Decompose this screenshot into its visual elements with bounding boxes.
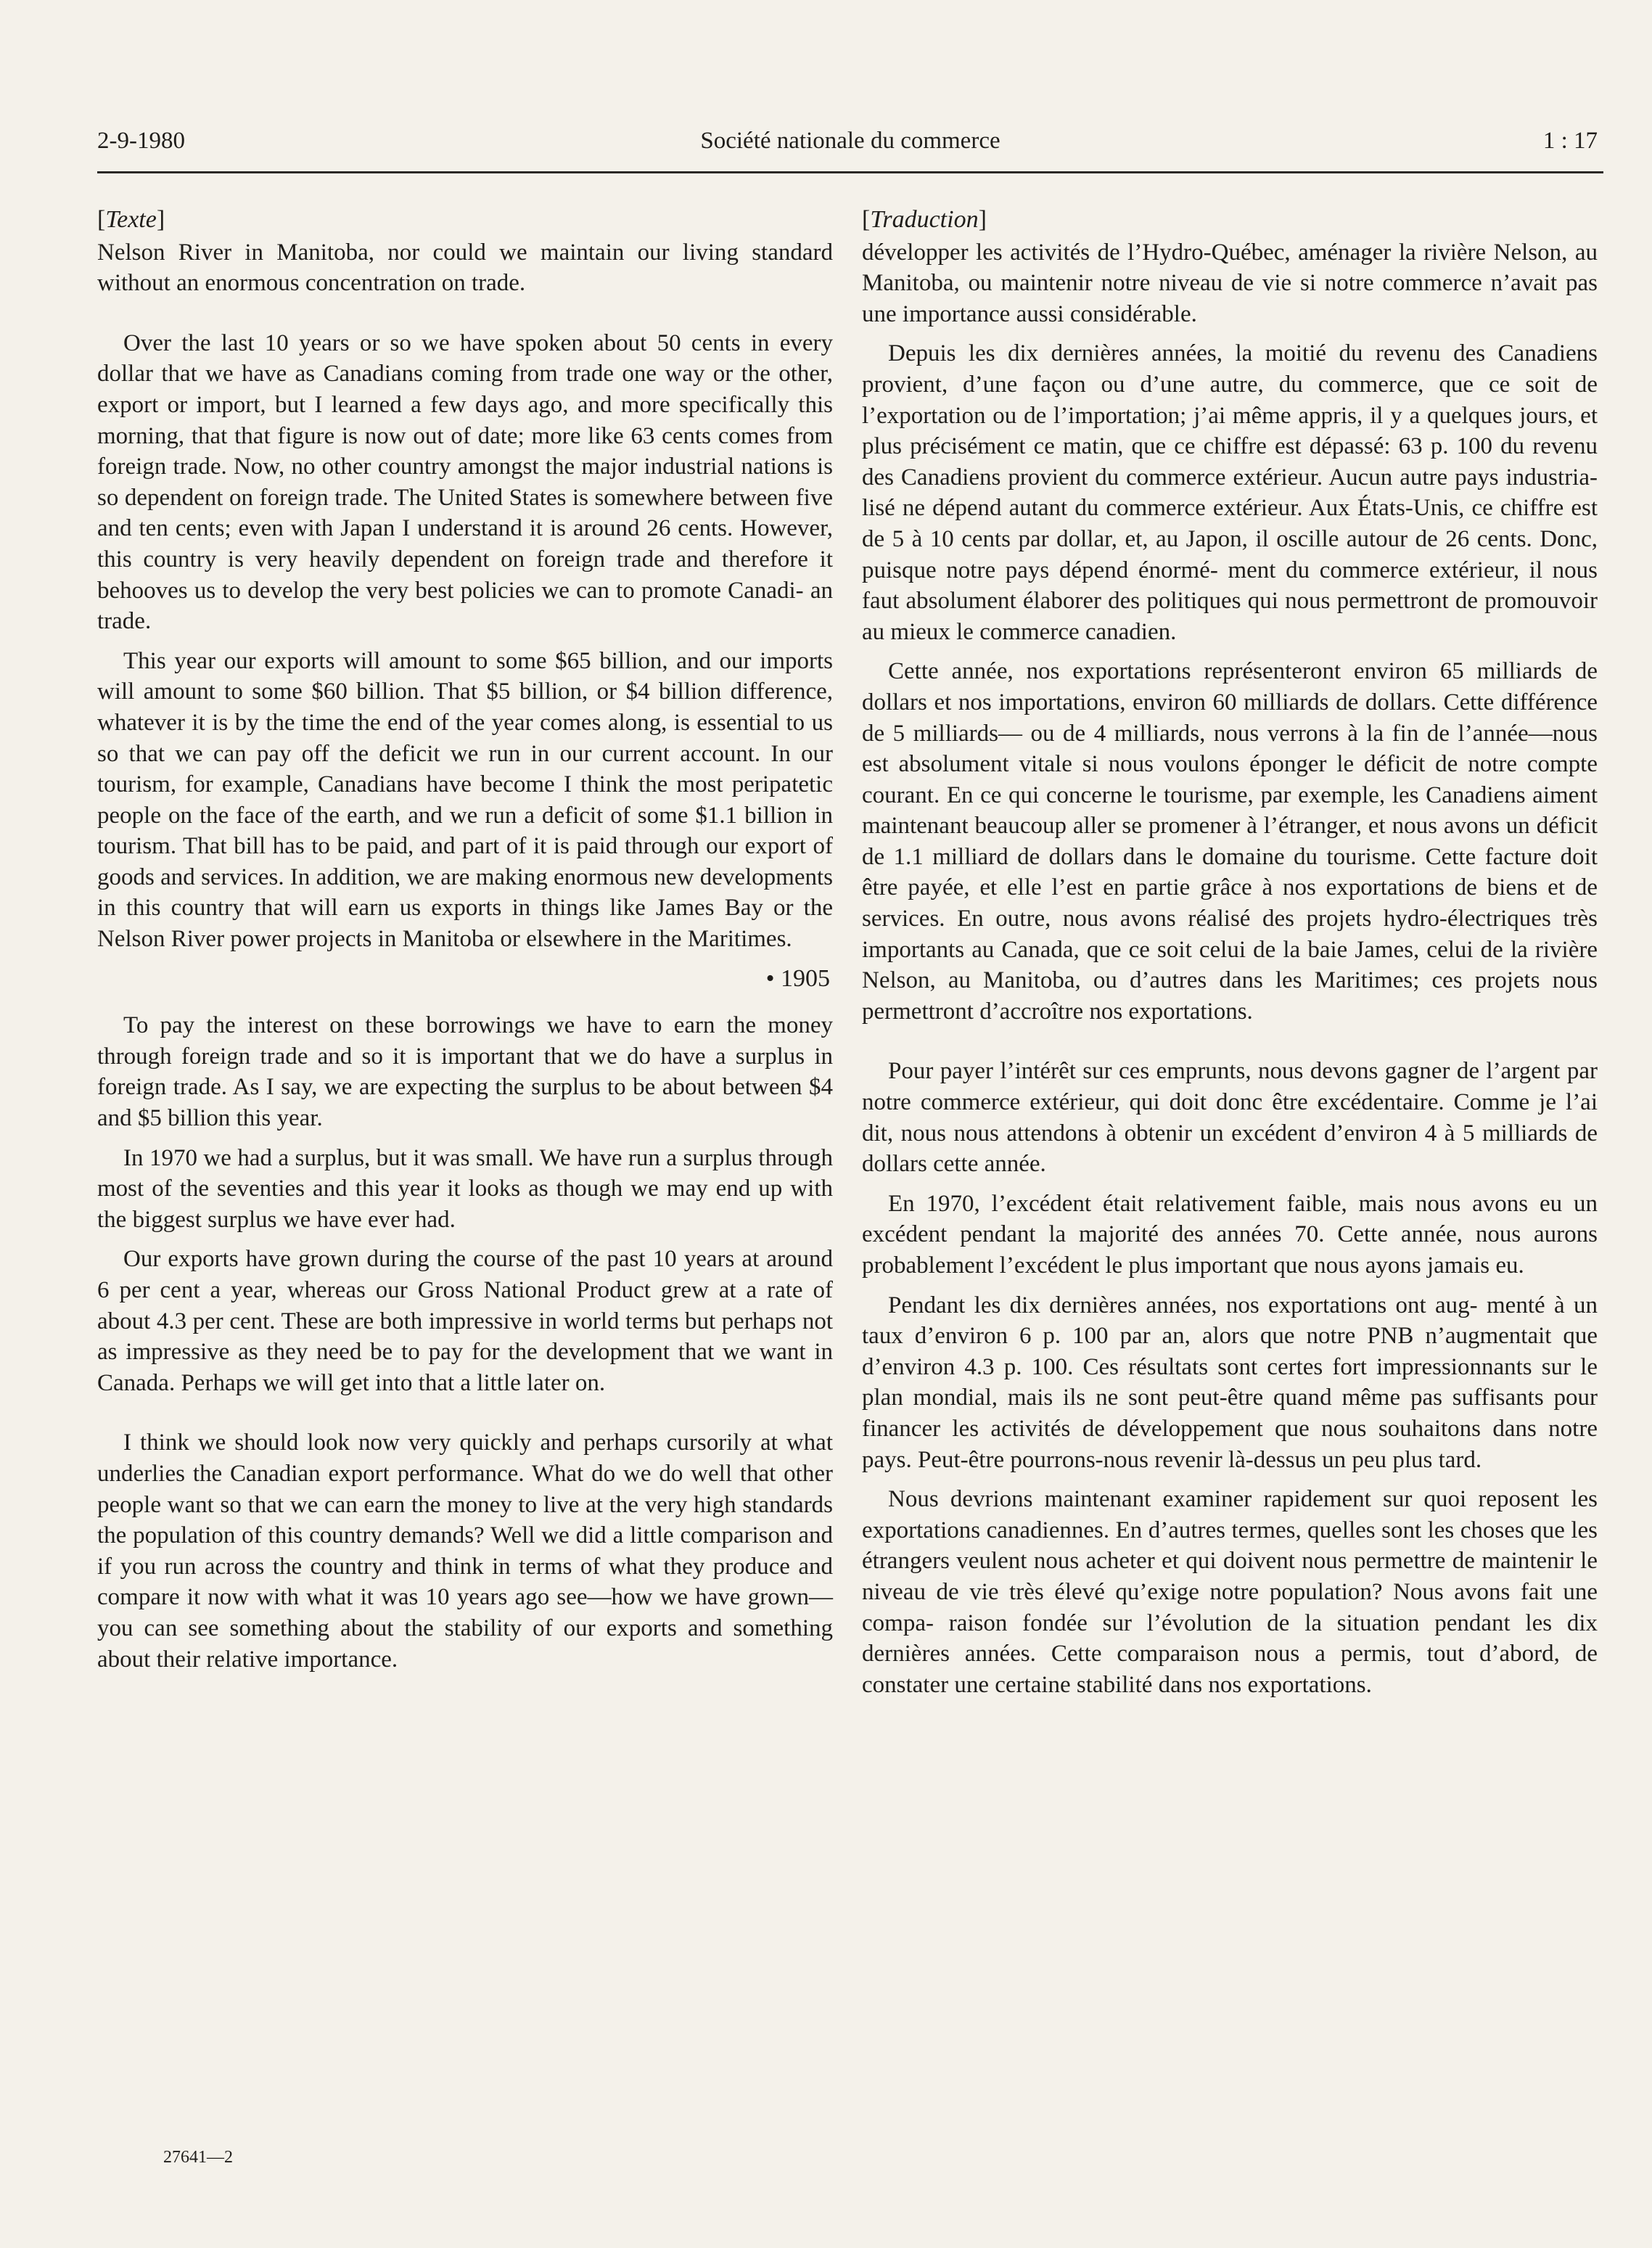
header-date: 2-9-1980 (97, 128, 185, 154)
paragraph: Depuis les dix dernières années, la moitié du revenu des Canadiens provient, d’une façon ou d’une autre, du commerce, que ce soit de l’exportation ou de l’importation; j’ai même appris, il y a quelques jours, et plus précisément ce matin, que ce chiffre est dépassé: 63 p. 100 du revenu des Canadiens provient du commerce extérieur. Aucun autre pays industria- lisé ne dépend autant du commerce extérieur. Aux États-Unis, ce chiffre est de 5 à 10 cents par dollar, et, au Japon, il oscille autour de 26 cents. Donc, puisque notre pays dépend énormé- ment du commerce extérieur, il nous faut absolument élaborer des politiques qui nous permettront de promouvoir au mieux le commerce canadien. (862, 340, 1598, 645)
header-page-number: 1 : 17 (1542, 128, 1598, 154)
translation-tag-label: Traduction (870, 206, 979, 233)
paragraph: Nelson River in Manitoba, nor could we maintain our living standard without an enormous concentration on trade. (97, 239, 833, 297)
paragraph: I think we should look now very quickly and perhaps cursorily at what underlies the Canadian export performance. What do we do well that other people want so that we can earn the money to live at the very high standards the population of this country demands? Well we did a little comparison and if you run across the country and think in terms of what they produce and compare it now with what it was 10 years ago see—how we have grown—you can see something about the stability of our exports and something about their relative importance. (97, 1429, 833, 1673)
page-header (97, 126, 1603, 173)
paragraph: Over the last 10 years or so we have spoken about 50 cents in every dollar that we have as Canadians coming from trade one way or the other, export or import, but I learned a few days ago, and more specifically this morning, that that figure is now out of date; more like 63 cents comes from foreign trade. Now, no other country amongst the major industrial nations is so dependent on foreign trade. The United States is somewhere between five and ten cents; even with Japan I understand it is around 26 cents. However, this country is very heavily dependent on foreign trade and therefore it behooves us to develop the very best policies we can to promote Canadi- an trade. (97, 329, 833, 635)
paragraph: In 1970 we had a surplus, but it was small. We have run a surplus through most of the seventies and this year it looks as though we may end up with the biggest surplus we have ever had. (97, 1144, 833, 1233)
paragraph: Cette année, nos exportations représenteront environ 65 milliards de dollars et nos importations, environ 60 milliards de dollars. Cette différence de 5 milliards— ou de 4 milliards, nous verrons à la fin de l’année—nous est absolument vitale si nous voulons éponger le déficit de notre compte courant. En ce qui concerne le tourisme, par exemple, les Canadiens aiment maintenant beaucoup aller se promener à l’étranger, et nous avons un déficit de 1.1 milliard de dollars dans le domaine du tourisme. Cette facture doit être payée, et elle l’est en partie grâce à nos exportations de biens et de services. En outre, nous avons réalisé des projets hydro-électriques très importants au Canada, que ce soit celui de la baie James, celui de la rivière Nelson, au Manitoba, ou d’autres dans les Maritimes; ces projets nous permettront d’accroître nos exportations. (862, 658, 1598, 1025)
paragraph: Pour payer l’intérêt sur ces emprunts, nous devons gagner de l’argent par notre commerce extérieur, qui doit donc être excédentaire. Comme je l’ai dit, nous nous attendons à obtenir un excédent d’environ 4 à 5 milliards de dollars cette année. (862, 1058, 1598, 1178)
french-column (862, 205, 1598, 1709)
text-tag-label: Texte (105, 206, 157, 233)
paragraph: développer les activités de l’Hydro-Québec, aménager la rivière Nelson, au Manitoba, ou maintenir notre niveau de vie si notre commerce n’avait pas une importance aussi considérable. (862, 239, 1598, 327)
translation-tag: [Traduction] (862, 206, 987, 233)
time-marker: • 1905 (765, 964, 830, 992)
paragraph: To pay the interest on these borrowings we have to earn the money through foreign trade and so it is important that we do have a surplus in foreign trade. As I say, we are expecting the surplus to be about between $4 and $5 billion this year. (97, 1012, 833, 1132)
footer-code: 27641—2 (163, 2148, 233, 2167)
paragraph: Nous devrions maintenant examiner rapidement sur quoi reposent les exportations canadiennes. En d’autres termes, quelles sont les choses que les étrangers veulent nous acheter et qui doivent nous permettre de maintenir le niveau de vie très élevé qu’exige notre population? Nous avons fait une compa- raison fondée sur l’évolution de la situation pendant les dix dernières années. Cette comparaison nous a permis, tout d’abord, de constater une certaine stabilité dans nos exportations. (862, 1486, 1598, 1698)
paragraph: En 1970, l’excédent était relativement faible, mais nous avons eu un excédent pendant la majorité des années 70. Cette année, nous aurons probablement l’excédent le plus important que nous ayons jamais eu. (862, 1190, 1598, 1279)
text-tag: [Texte] (97, 206, 165, 233)
header-title: Société nationale du commerce (700, 128, 1000, 154)
paragraph: Pendant les dix dernières années, nos exportations ont aug- menté à un taux d’environ 6 p. 100 par an, alors que notre PNB n’augmentait que d’environ 4.3 p. 100. Ces résultats sont certes fort impressionnants sur le plan mondial, mais ils ne sont peut-être quand même pas suffisants pour financer les activités de développement que nous souhaitons dans notre pays. Peut-être pourrons-nous revenir là-dessus un peu plus tard. (862, 1292, 1598, 1473)
english-column (97, 205, 833, 1683)
paragraph: This year our exports will amount to some $65 billion, and our imports will amount to some $60 billion. That $5 billion, or $4 billion difference, whatever it is by the time the end of the year comes along, is essential to us so that we can pay off the deficit we run in our current account. In our tourism, for example, Canadians have become I think the most peripatetic people on the face of the earth, and we run a deficit of some $1.1 billion in tourism. That bill has to be paid, and part of it is paid through our export of goods and services. In addition, we are making enormous new developments in this country that will earn us exports in things like James Bay or the Nelson River power projects in Manitoba or elsewhere in the Maritimes. (97, 647, 833, 953)
paragraph: Our exports have grown during the course of the past 10 years at around 6 per cent a year, whereas our Gross National Product grew at a rate of about 4.3 per cent. These are both impressive in world terms but perhaps not as impressive as they need be to pay for the development that we want in Canada. Perhaps we will get into that a little later on. (97, 1246, 833, 1396)
